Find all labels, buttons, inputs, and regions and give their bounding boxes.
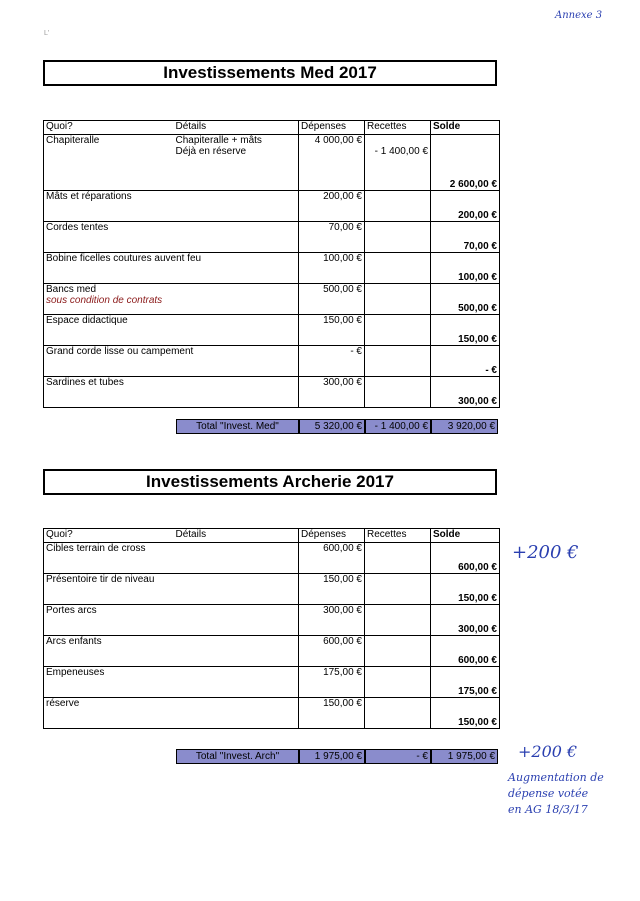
cell-depenses: 500,00 € [299, 284, 365, 315]
item-name: Portes arcs [46, 605, 97, 616]
cell-solde: 600,00 € [431, 636, 500, 667]
cell-details [174, 574, 299, 605]
cell-quoi [44, 191, 174, 222]
header-details: Détails [174, 121, 299, 135]
header-recettes: Recettes [365, 529, 431, 543]
cell-solde: 100,00 € [431, 253, 500, 284]
item-name: Chapiteralle [46, 135, 100, 146]
cell-depenses: 4 000,00 € [299, 135, 365, 191]
cell-recettes [365, 191, 431, 222]
cell-depenses: 100,00 € [299, 253, 365, 284]
table-row [44, 253, 500, 284]
cell-depenses: 600,00 € [299, 543, 365, 574]
cell-quoi [44, 284, 174, 315]
annex-label: Annexe 3 [555, 10, 603, 21]
arch-title: Investissements Archerie 2017 [43, 469, 497, 495]
table-row [44, 543, 500, 574]
total-depenses: 1 975,00 € [299, 749, 365, 764]
cell-solde: 300,00 € [431, 605, 500, 636]
table-row [44, 574, 500, 605]
cell-depenses: 300,00 € [299, 605, 365, 636]
total-solde: 3 920,00 € [431, 419, 498, 434]
detail-line: Chapiteralle + mâts [175, 135, 262, 146]
item-name: Grand corde lisse ou campement [46, 346, 194, 357]
cell-details [174, 636, 299, 667]
handwritten-note-3 [508, 770, 628, 818]
cell-quoi [44, 315, 174, 346]
cell-depenses: 150,00 € [299, 698, 365, 729]
table-row [44, 191, 500, 222]
header-quoi: Quoi? [44, 529, 174, 543]
cell-depenses: 200,00 € [299, 191, 365, 222]
cell-quoi [44, 135, 174, 191]
cell-depenses: 150,00 € [299, 574, 365, 605]
header-quoi: Quoi? [44, 121, 174, 135]
header-depenses: Dépenses [299, 121, 365, 135]
handwritten-line: en AG 18/3/17 [508, 803, 588, 816]
cell-details [174, 315, 299, 346]
cell-depenses: 600,00 € [299, 636, 365, 667]
cell-quoi [44, 636, 174, 667]
arch-total-bar [176, 749, 498, 764]
cell-depenses: 175,00 € [299, 667, 365, 698]
cell-depenses: 150,00 € [299, 315, 365, 346]
cell-solde: 175,00 € [431, 667, 500, 698]
table-row [44, 636, 500, 667]
cell-solde: 2 600,00 € [431, 135, 500, 191]
cell-recettes [365, 222, 431, 253]
cell-details [174, 543, 299, 574]
header-details: Détails [174, 529, 299, 543]
cell-quoi [44, 253, 202, 284]
cell-recettes [365, 698, 431, 729]
header-recettes: Recettes [365, 121, 431, 135]
cell-solde: 500,00 € [431, 284, 500, 315]
table-row [44, 135, 500, 191]
cell-details [174, 191, 299, 222]
item-name: Mâts et réparations [46, 191, 132, 202]
handwritten-note-1: +200 € [512, 542, 579, 563]
table-row [44, 315, 500, 346]
med-title: Investissements Med 2017 [43, 60, 497, 86]
header-solde: Solde [431, 529, 500, 543]
detail-line: Déjà en réserve [175, 146, 247, 157]
cell-recettes [365, 315, 431, 346]
handwritten-line: dépense votée [508, 787, 589, 800]
cell-details [174, 135, 299, 191]
cell-solde: 200,00 € [431, 191, 500, 222]
cell-quoi [44, 543, 174, 574]
stray-mark: L' [44, 30, 50, 37]
cell-recettes [365, 284, 431, 315]
cell-solde: 300,00 € [431, 377, 500, 408]
item-name: Cordes tentes [46, 222, 109, 233]
cell-quoi [44, 698, 174, 729]
cell-solde: 600,00 € [431, 543, 500, 574]
cell-recettes [365, 253, 431, 284]
table-row [44, 605, 500, 636]
cell-solde: - € [431, 346, 500, 377]
total-recettes: - 1 400,00 € [365, 419, 431, 434]
cell-depenses: 70,00 € [299, 222, 365, 253]
cell-details [174, 698, 299, 729]
item-name: Bancs med [46, 284, 97, 295]
cell-quoi [44, 377, 174, 408]
cell-recettes: - 1 400,00 € [365, 135, 431, 191]
cell-depenses: 300,00 € [299, 377, 365, 408]
cell-recettes [365, 543, 431, 574]
cell-quoi [44, 667, 174, 698]
table-row [44, 346, 500, 377]
item-name: Empeneuses [46, 667, 105, 678]
item-name: réserve [46, 698, 80, 709]
item-name: Sardines et tubes [46, 377, 124, 388]
med-total-bar [176, 419, 498, 434]
cell-quoi [44, 605, 174, 636]
item-name: Présentoire tir de niveau [46, 574, 155, 585]
header-solde: Solde [431, 121, 500, 135]
cell-recettes [365, 377, 431, 408]
table-row [44, 222, 500, 253]
total-label: Total "Invest. Med" [176, 419, 299, 434]
item-name: Bobine ficelles coutures auvent feu [46, 253, 202, 264]
table-row [44, 284, 500, 315]
cell-quoi [44, 346, 194, 377]
cell-details [174, 605, 299, 636]
table-row [44, 377, 500, 408]
cell-details [174, 222, 299, 253]
cell-details [174, 377, 299, 408]
handwritten-note-2: +200 € [518, 742, 578, 761]
cell-depenses: - € [299, 346, 365, 377]
table-row [44, 667, 500, 698]
cell-details [174, 667, 299, 698]
handwritten-line: Augmentation de [508, 771, 604, 784]
cell-recettes [365, 346, 431, 377]
cell-quoi [44, 574, 174, 605]
table-row [44, 698, 500, 729]
total-label: Total "Invest. Arch" [176, 749, 299, 764]
cell-recettes [365, 636, 431, 667]
cell-recettes [365, 605, 431, 636]
total-depenses: 5 320,00 € [299, 419, 365, 434]
header-depenses: Dépenses [299, 529, 365, 543]
cell-recettes [365, 574, 431, 605]
cell-solde: 150,00 € [431, 698, 500, 729]
cell-solde: 150,00 € [431, 574, 500, 605]
cell-details [174, 284, 299, 315]
arch-table [43, 528, 500, 729]
med-table [43, 120, 500, 408]
cell-quoi [44, 222, 174, 253]
cell-solde: 150,00 € [431, 315, 500, 346]
cell-solde: 70,00 € [431, 222, 500, 253]
total-recettes: - € [365, 749, 431, 764]
item-name: Cibles terrain de cross [46, 543, 146, 554]
item-condition: sous condition de contrats [46, 295, 163, 306]
item-name: Espace didactique [46, 315, 128, 326]
total-solde: 1 975,00 € [431, 749, 498, 764]
cell-recettes [365, 667, 431, 698]
item-name: Arcs enfants [46, 636, 102, 647]
